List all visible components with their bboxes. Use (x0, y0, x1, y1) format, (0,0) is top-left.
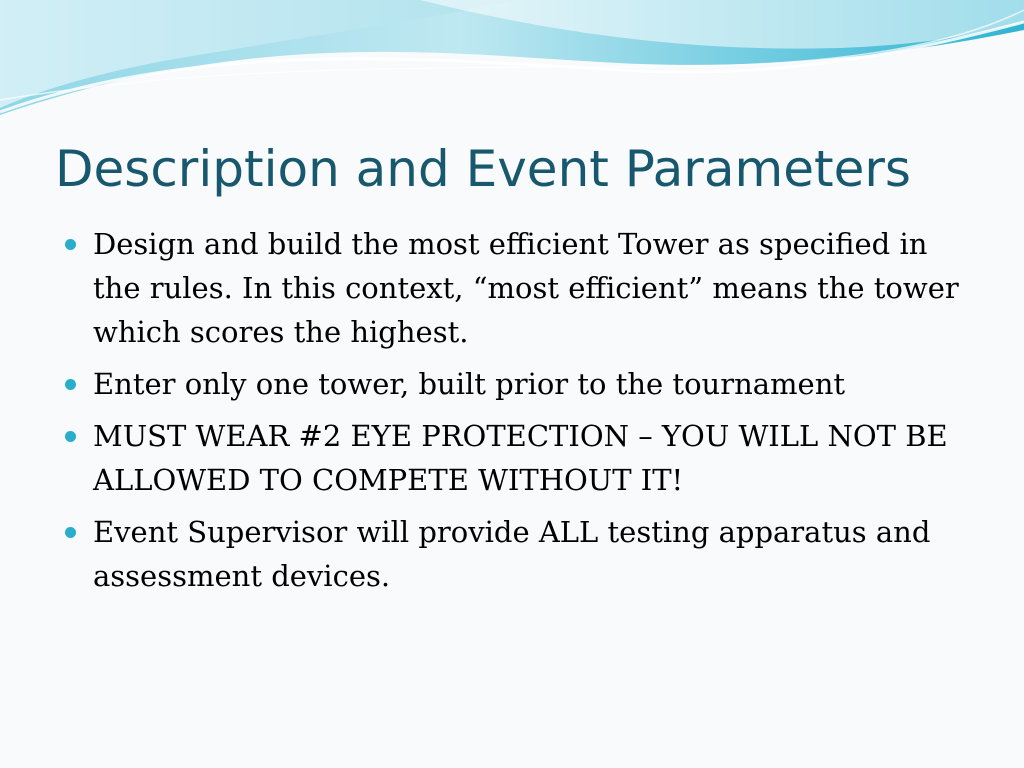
bullet-dot-icon (65, 379, 76, 390)
bullet-item (64, 222, 964, 354)
bullet-list (64, 222, 964, 606)
bullet-item (64, 510, 964, 598)
bullet-dot-icon (65, 527, 76, 538)
bullet-dot-icon (65, 431, 76, 442)
bullet-text: MUST WEAR #2 EYE PROTECTION – YOU WILL NOT BE ALLOWED TO COMPETE WITHOUT IT! (93, 419, 948, 497)
bullet-text: Design and build the most efficient Tower as specified in the rules. In this context, “most efficient” means the tower which scores the highest. (93, 227, 959, 349)
bullet-dot-icon (65, 239, 76, 250)
bullet-text: Enter only one tower, built prior to the tournament (93, 367, 846, 401)
bullet-item (64, 362, 964, 406)
bullet-text: Event Supervisor will provide ALL testing apparatus and assessment devices. (93, 515, 931, 593)
decorative-wave-header (0, 0, 1024, 140)
slide-title: Description and Event Parameters (55, 140, 911, 198)
bullet-item (64, 414, 964, 502)
